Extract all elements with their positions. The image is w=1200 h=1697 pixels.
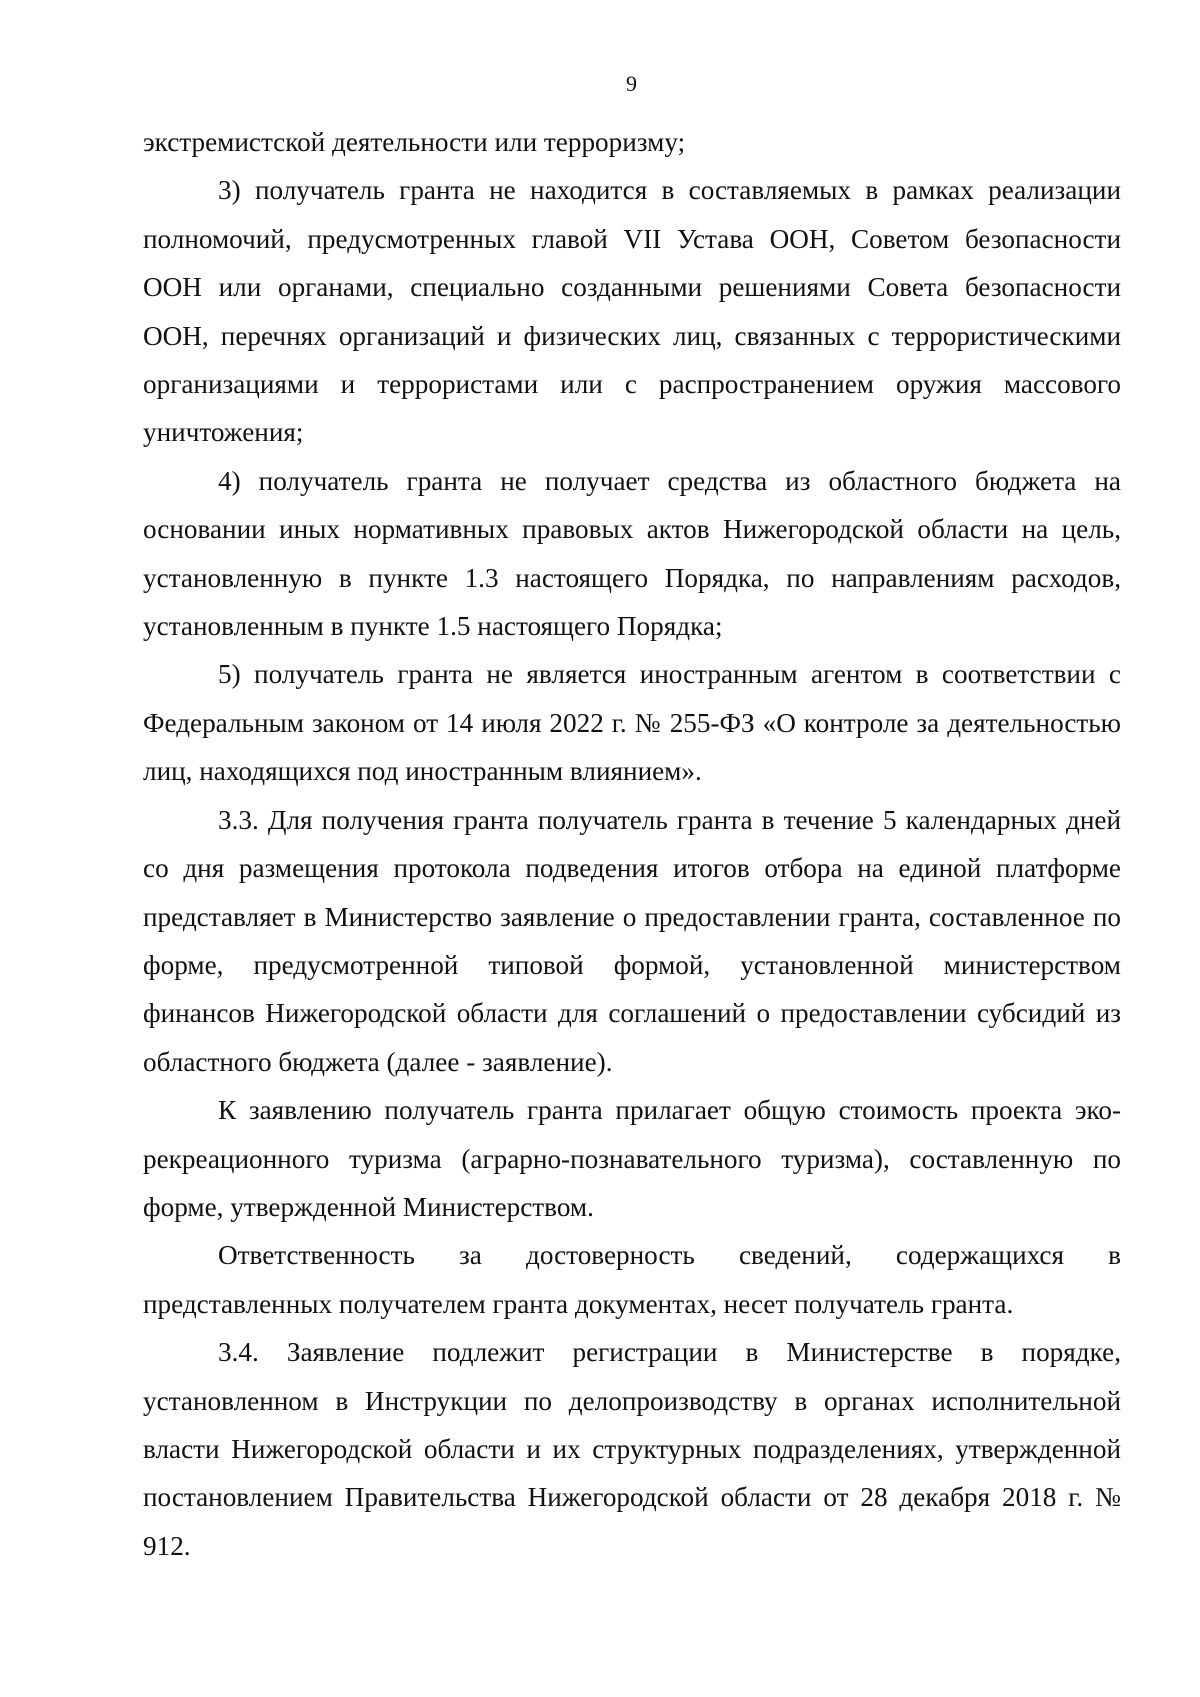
paragraph-section-3-3: 3.3. Для получения гранта получатель гранта в течение 5 календарных дней со дня размещения протокола подведения итогов отбора на единой платформе представляет в Министерство заявление о предоставлении гранта, составленное по форме, предусмотренной типовой формой, установленной министерством финансов Нижегородской области для соглашений о предоставлении субсидий из областного бюджета (далее - заявление). [143,804,1121,1077]
page-number: 9 [626,71,637,96]
paragraph-item-3: 3) получатель гранта не находится в составляемых в рамках реализации полномочий, предусмотренных главой VII Устава ООН, Советом безопасности ООН или органами, специально созданными решениями Совета безопасности ООН, перечнях организаций и физических лиц, связанных с террористическими организациями и террористами или с распространением оружия массового уничтожения; [143,175,1121,448]
paragraph-responsibility: Ответственность за достоверность сведений, содержащихся в представленных получателем гранта документах, несет получатель гранта. [143,1240,1121,1319]
paragraph-continuation: экстремистской деятельности или терроризму; [143,127,686,157]
paragraph-section-3-4: 3.4. Заявление подлежит регистрации в Министерстве в порядке, установленном в Инструкции по делопроизводству в органах исполнительной власти Нижегородской области и их структурных подразделениях, утвержденной постановлением Правительства Нижегородской области от 28 декабря 2018 г. № 912. [143,1337,1121,1561]
paragraph-item-4: 4) получатель гранта не получает средства из областного бюджета на основании иных нормативных правовых актов Нижегородской области на цель, установленную в пункте 1.3 настоящего Порядка, по направлениям расходов, установленным в пункте 1.5 настоящего Порядка; [143,465,1121,642]
paragraph-attachment: К заявлению получатель гранта прилагает общую стоимость проекта эко-рекреационного туризма (аграрно-познавательного туризма), составленную по форме, утвержденной Министерством. [143,1095,1121,1222]
paragraph-item-5: 5) получатель гранта не является иностранным агентом в соответствии с Федеральным законом от 14 июля 2022 г. № 255-ФЗ «О контроле за деятельностью лиц, находящихся под иностранным влиянием». [143,659,1121,787]
document-body [143,118,1121,1570]
